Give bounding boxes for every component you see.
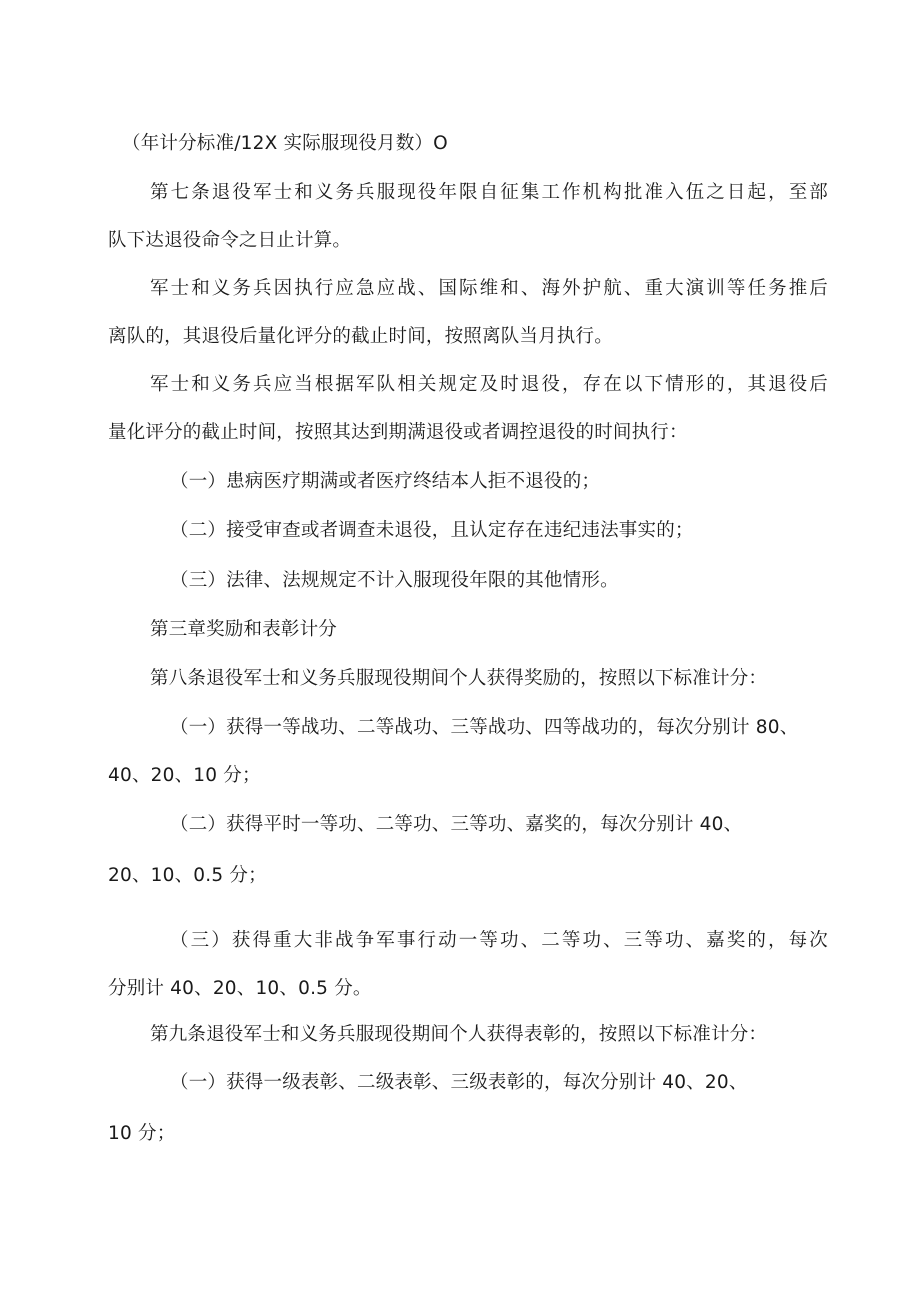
list-item-2: （二）接受审查或者调查未退役，且认定存在违纪违法事实的；	[170, 520, 694, 541]
article-8-line: 第八条退役军士和义务兵服现役期间个人获得奖励的，按照以下标准计分：	[150, 668, 768, 689]
list-item-3: （三）法律、法规规定不计入服现役年限的其他情形。	[170, 570, 619, 591]
reward-item-1-line-2: 40、20、10 分；	[108, 765, 261, 786]
reward-item-2-line-1: （二）获得平时一等功、二等功、三等功、嘉奖的，每次分别计 40、	[170, 814, 743, 835]
commendation-item-1-line-2: 10 分；	[108, 1123, 176, 1144]
article-7-line-2: 队下达退役命令之日止计算。	[108, 230, 352, 251]
reward-item-3-line-2: 分别计 40、20、10、0.5 分。	[108, 978, 372, 999]
reward-item-2-line-2: 20、10、0.5 分；	[108, 865, 267, 886]
paragraph-2-line-2: 离队的，其退役后量化评分的截止时间，按照离队当月执行。	[108, 326, 613, 347]
article-7-line-1: 第七条退役军士和义务兵服现役年限自征集工作机构批准入伍之日起，至部	[150, 182, 828, 203]
article-9-line: 第九条退役军士和义务兵服现役期间个人获得表彰的，按照以下标准计分：	[150, 1024, 768, 1045]
chapter-heading: 第三章奖励和表彰计分	[150, 619, 338, 640]
text-line-1: （年计分标准/12X 实际服现役月数）O	[122, 133, 448, 154]
list-item-1: （一）患病医疗期满或者医疗终结本人拒不退役的；	[170, 471, 601, 492]
paragraph-3-line-2: 量化评分的截止时间，按照其达到期满退役或者调控退役的时间执行：	[108, 422, 688, 443]
paragraph-2-line-1: 军士和义务兵因执行应急应战、国际维和、海外护航、重大演训等任务推后	[150, 278, 828, 299]
reward-item-3-line-1: （三）获得重大非战争军事行动一等功、二等功、三等功、嘉奖的，每次	[170, 930, 828, 951]
reward-item-1-line-1: （一）获得一等战功、二等战功、三等战功、四等战功的，每次分别计 80、	[170, 717, 799, 738]
paragraph-3-line-1: 军士和义务兵应当根据军队相关规定及时退役，存在以下情形的，其退役后	[150, 374, 828, 395]
commendation-item-1-line-1: （一）获得一级表彰、二级表彰、三级表彰的，每次分别计 40、20、	[170, 1072, 748, 1093]
